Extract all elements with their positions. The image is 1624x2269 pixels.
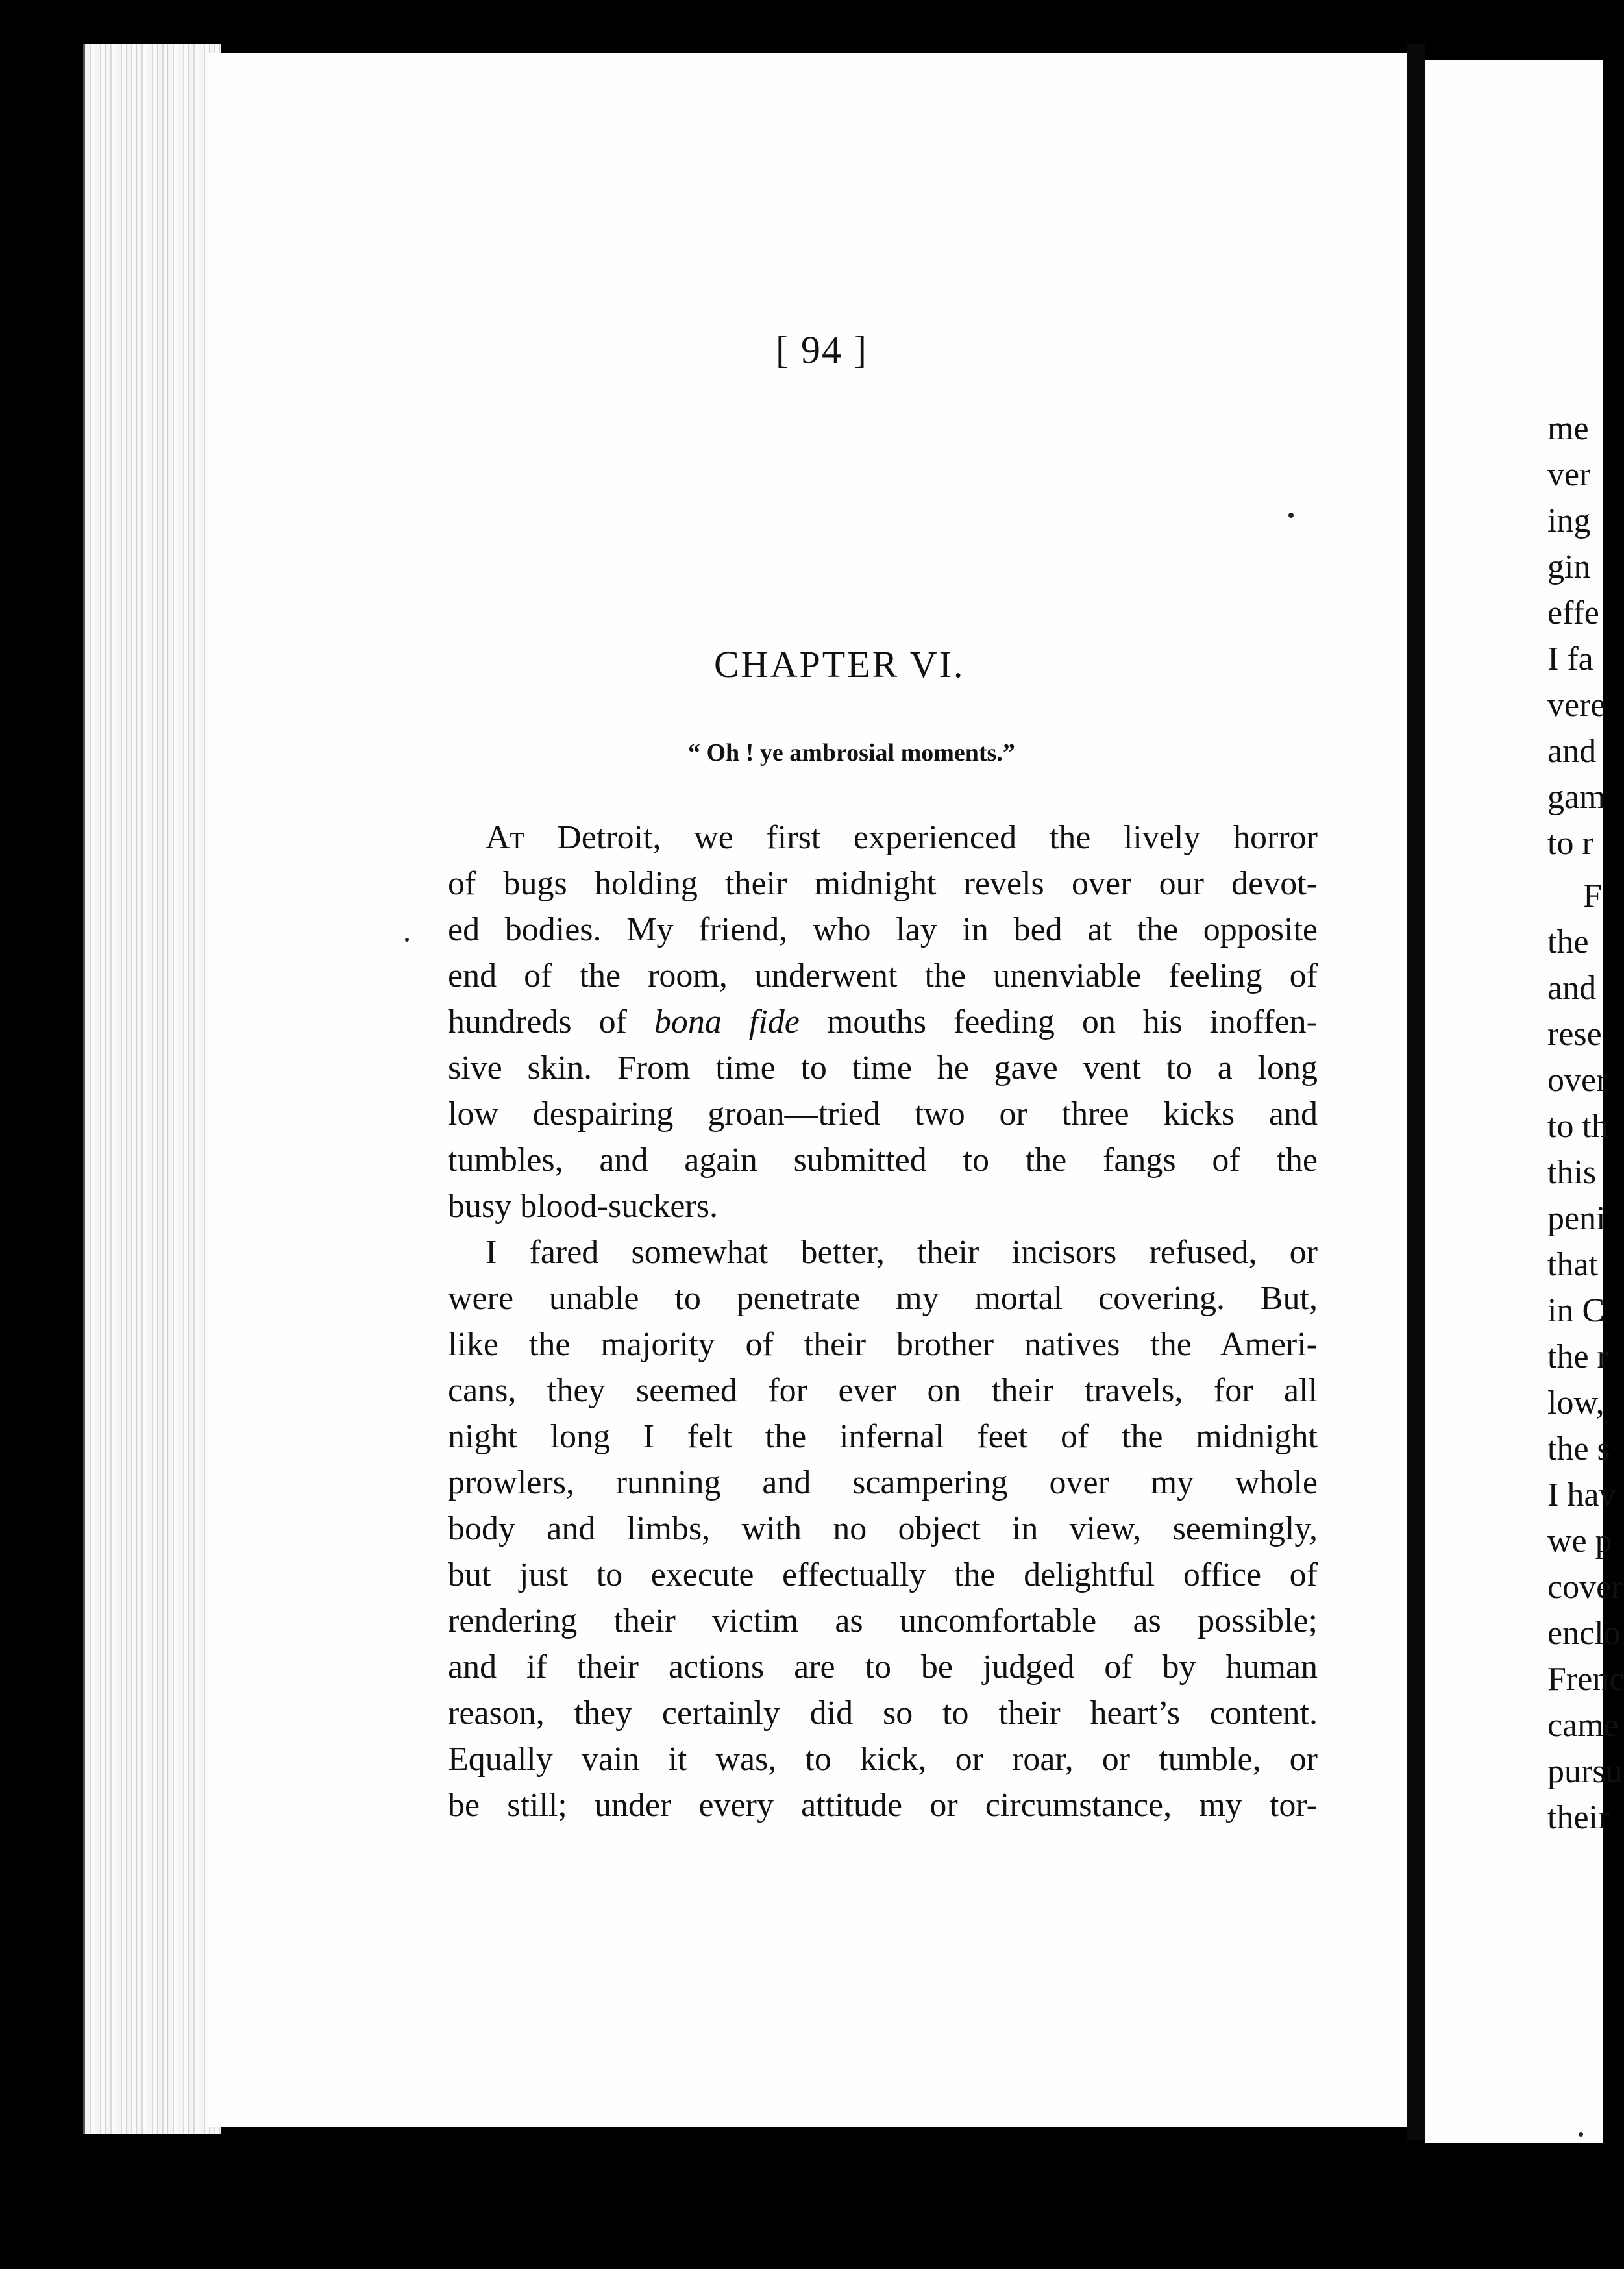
right-page-fragment: pursu (1547, 1753, 1623, 1790)
right-page-fragment: F (1583, 877, 1602, 914)
right-page-fragment: ing (1547, 502, 1591, 539)
text-line: Equally vain it was, to kick, or roar, or tumble, or (448, 1741, 1318, 1778)
text-line: were unable to penetrate my mortal covering. But, (448, 1280, 1318, 1317)
text-line: ed bodies. My friend, who lay in bed at the opposite (448, 911, 1318, 948)
text-line: like the majority of their brother natives the Ameri- (448, 1326, 1318, 1363)
page-stack-edge (83, 44, 221, 2134)
chapter-title: CHAPTER VI. (714, 643, 965, 685)
right-page-fragment: gin (1547, 548, 1591, 585)
text-line: cans, they seemed for ever on their travels, for all (448, 1372, 1318, 1409)
right-page-fragment: me (1547, 410, 1589, 447)
text-line: tumbles, and again submitted to the fangs of the (448, 1142, 1318, 1179)
right-page-fragment: gam (1547, 779, 1606, 816)
right-page-fragment: that (1547, 1246, 1598, 1283)
right-page-fragment: I fa (1547, 641, 1593, 678)
text-line: low despairing groan—tried two or three kicks and (448, 1096, 1318, 1133)
text-line: but just to execute effectually the delightful office of (448, 1556, 1318, 1593)
body-text (448, 815, 1318, 1828)
right-page-fragment: low, (1547, 1384, 1605, 1421)
right-page-fragment: and (1547, 970, 1597, 1007)
ink-speck (1288, 513, 1294, 518)
right-page-fragment: this (1547, 1154, 1597, 1191)
right-page-fragment: enclo (1547, 1615, 1621, 1652)
right-page-fragment: to r (1547, 825, 1593, 862)
text-line: busy blood-suckers. (448, 1188, 718, 1225)
book-gutter (1407, 44, 1425, 2140)
right-page-fragment: peni (1547, 1200, 1606, 1237)
right-page-fragment: I hav (1547, 1477, 1616, 1514)
right-page-fragment: cover (1547, 1569, 1623, 1606)
right-page-fragment: the r (1547, 1338, 1608, 1375)
ink-speck (405, 938, 409, 942)
text-line: reason, they certainly did so to their heart’s content. (448, 1695, 1318, 1732)
right-page-fragment: we p (1547, 1523, 1612, 1560)
text-line: night long I felt the infernal feet of the midnight (448, 1418, 1318, 1455)
right-page-fragment: the (1547, 924, 1589, 961)
right-page-fragment: over (1547, 1062, 1608, 1099)
right-page-fragment: vere (1547, 687, 1606, 724)
text-line: and if their actions are to be judged of by human (448, 1649, 1318, 1686)
text-line: prowlers, running and scampering over my whole (448, 1464, 1318, 1501)
right-page-fragment: their (1547, 1799, 1610, 1836)
right-page-fragment: to th (1547, 1108, 1608, 1145)
text-line: end of the room, underwent the unenviable feeling of (448, 957, 1318, 994)
right-page-fragment: Frenc (1547, 1661, 1624, 1698)
text-line: of bugs holding their midnight revels over our devot- (448, 865, 1318, 902)
text-line: At Detroit, we first experienced the lively horror (486, 819, 1318, 856)
ink-speck (1579, 2132, 1583, 2137)
text-line: body and limbs, with no object in view, seemingly, (448, 1510, 1318, 1547)
right-page-fragment: ver (1547, 456, 1591, 493)
right-page-fragment: came (1547, 1707, 1619, 1744)
text-line: rendering their victim as uncomfortable as possible; (448, 1602, 1318, 1639)
right-page-fragment: the s (1547, 1430, 1610, 1467)
right-page-fragment: in C (1547, 1292, 1605, 1329)
epigraph: “ Oh ! ye ambrosial moments.” (688, 739, 1015, 767)
right-page-fragment: effe (1547, 595, 1599, 632)
text-line: I fared somewhat better, their incisors refused, or (486, 1234, 1318, 1271)
right-page-fragment: and (1547, 733, 1597, 770)
text-line: sive skin. From time to time he gave vent to a long (448, 1049, 1318, 1086)
right-page-fragment: rese (1547, 1016, 1602, 1053)
page-number: [ 94 ] (776, 328, 868, 371)
text-line: hundreds of bona fide mouths feeding on his inoffen- (448, 1003, 1318, 1040)
text-line: be still; under every attitude or circumstance, my tor- (448, 1787, 1318, 1824)
